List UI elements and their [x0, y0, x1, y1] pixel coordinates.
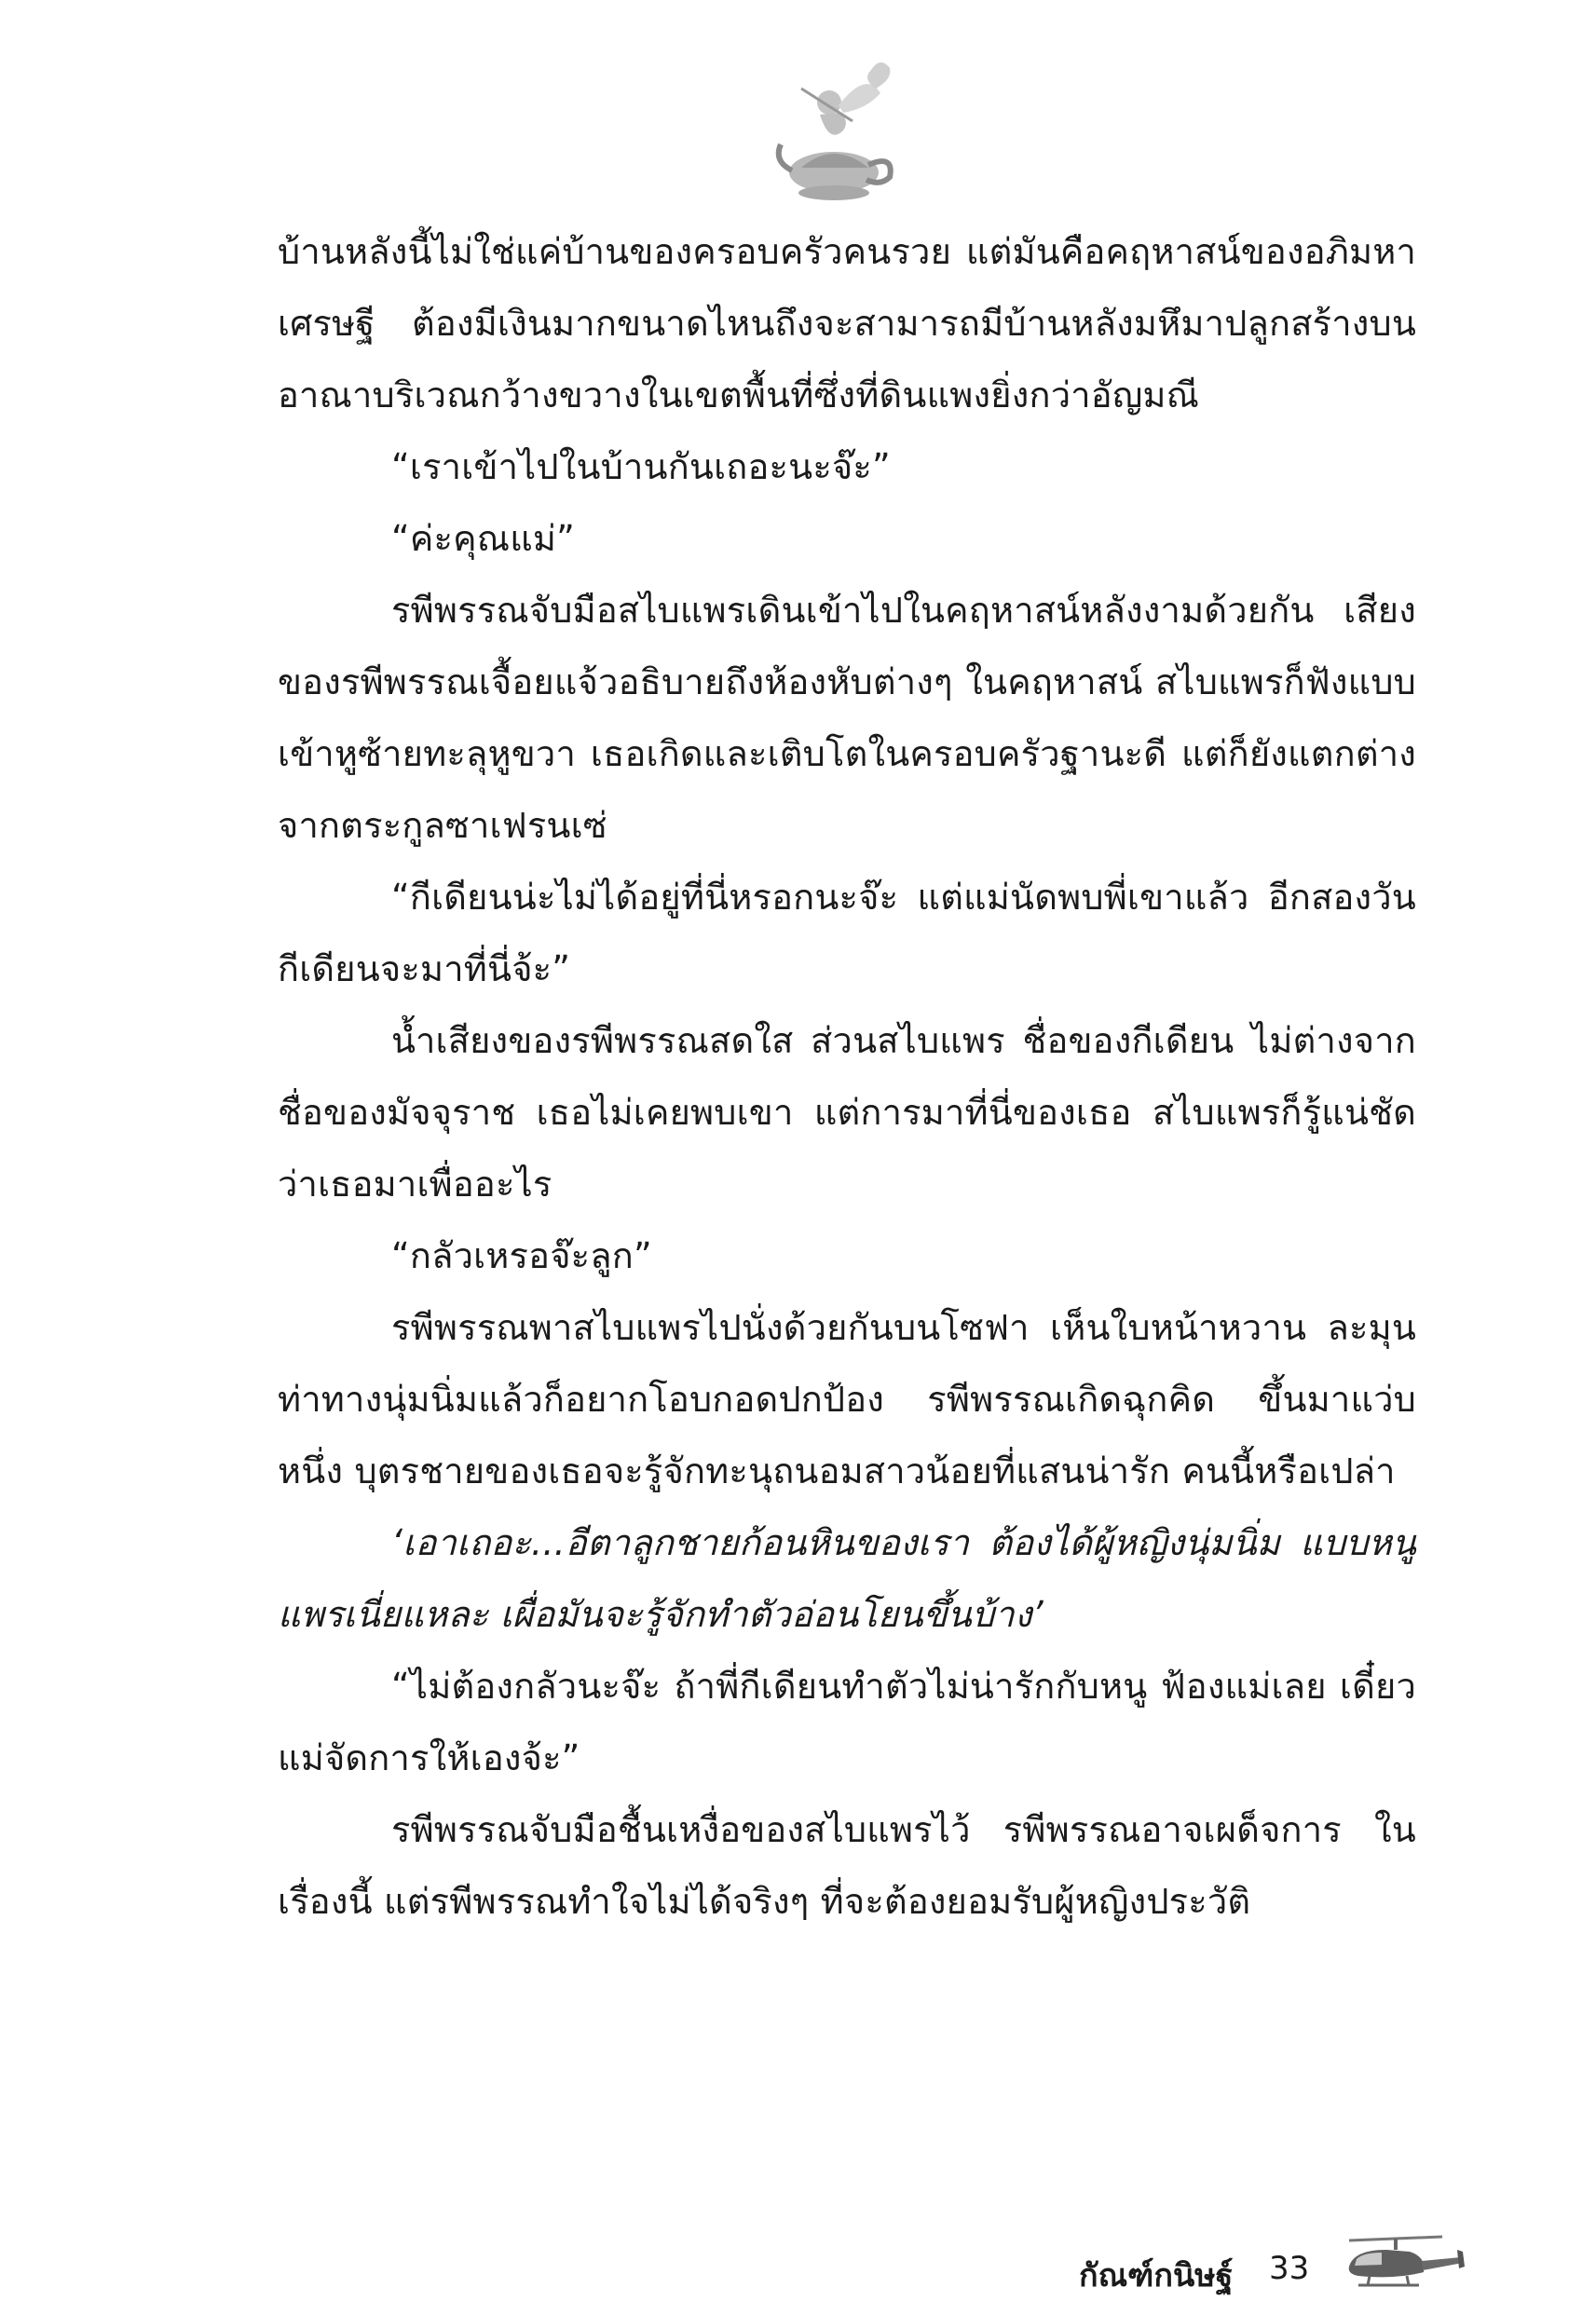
- paragraph: รพีพรรณพาสไบแพรไปนั่งด้วยกันบนโซฟา เห็นใบหน้าหวาน ละมุน ท่าทางนุ่มนิ่มแล้วก็อยากโอบกอดปกป้อง รพีพรรณเกิดฉุกคิด ขึ้นมาแว่บหนึ่ง บุตรชายของเธอจะรู้จักทะนุถนอมสาวน้อยที่แสนน่ารัก คนนี้หรือเปล่า: [278, 1307, 1416, 1491]
- paragraph: น้ำเสียงของรพีพรรณสดใส ส่วนสไบแพร ชื่อของกีเดียน ไม่ต่างจากชื่อของมัจจุราช เธอไม่เคยพบเขา แต่การมาที่นี่ของเธอ สไบแพรก็รู้แน่ชัดว่าเธอมาเพื่ออะไร: [278, 1020, 1416, 1205]
- paragraph-italic-thought: ‘เอาเถอะ...อีตาลูกชายก้อนหินของเรา ต้องได้ผู้หญิงนุ่มนิ่ม แบบหนูแพรเนี่ยแหละ เผื่อมันจะรู้จักทำตัวอ่อนโยนขึ้นบ้าง’: [278, 1522, 1416, 1635]
- page-number: 33: [1269, 2250, 1310, 2287]
- paragraph: “ไม่ต้องกลัวนะจ๊ะ ถ้าพี่กีเดียนทำตัวไม่น่ารักกับหนู ฟ้องแม่เลย เดี๋ยวแม่จัดการให้เองจ้ะ”: [278, 1666, 1416, 1778]
- book-title: กัณฑ์กนิษฐ์: [1079, 2257, 1234, 2295]
- paragraph: “กลัวเหรอจ๊ะลูก”: [391, 1235, 652, 1276]
- paragraph: “เราเข้าไปในบ้านกันเถอะนะจ๊ะ”: [391, 446, 891, 487]
- helicopter-icon: [1330, 2231, 1470, 2296]
- paragraph: รพีพรรณจับมือชื้นเหงื่อของสไบแพรไว้ รพีพรรณอาจเผด็จการ ในเรื่องนี้ แต่รพีพรรณทำใจไม่ได้จริงๆ ที่จะต้องยอมรับผู้หญิงประวัติ: [278, 1809, 1416, 1922]
- cupid-teapot-ornament-icon: [764, 51, 904, 210]
- chapter-body-text: [278, 216, 1416, 1938]
- paragraph: บ้านหลังนี้ไม่ใช่แค่บ้านของครอบครัวคนรวย แต่มันคือคฤหาสน์ของอภิมหาเศรษฐี ต้องมีเงินมากขนาดไหนถึงจะสามารถมีบ้านหลังมหึมาปลูกสร้างบนอาณาบริเวณกว้างขวางในเขตพื้นที่ซึ่งที่ดินแพงยิ่งกว่าอัญมณี: [278, 231, 1416, 415]
- paragraph: รพีพรรณจับมือสไบแพรเดินเข้าไปในคฤหาสน์หลังงามด้วยกัน เสียงของรพีพรรณเจื้อยแจ้วอธิบายถึงห้องหับต่างๆ ในคฤหาสน์ สไบแพรก็ฟังแบบเข้าหูซ้ายทะลุหูขวา เธอเกิดและเติบโตในครอบครัวฐานะดี แต่ก็ยังแตกต่างจากตระกูลซาเฟรนเซ่: [278, 590, 1416, 846]
- paragraph: “ค่ะคุณแม่”: [391, 518, 576, 559]
- paragraph: “กีเดียนน่ะไม่ได้อยู่ที่นี่หรอกนะจ๊ะ แต่แม่นัดพบพี่เขาแล้ว อีกสองวันกีเดียนจะมาที่นี่จ้ะ”: [278, 877, 1416, 989]
- page-footer: [0, 2231, 1596, 2315]
